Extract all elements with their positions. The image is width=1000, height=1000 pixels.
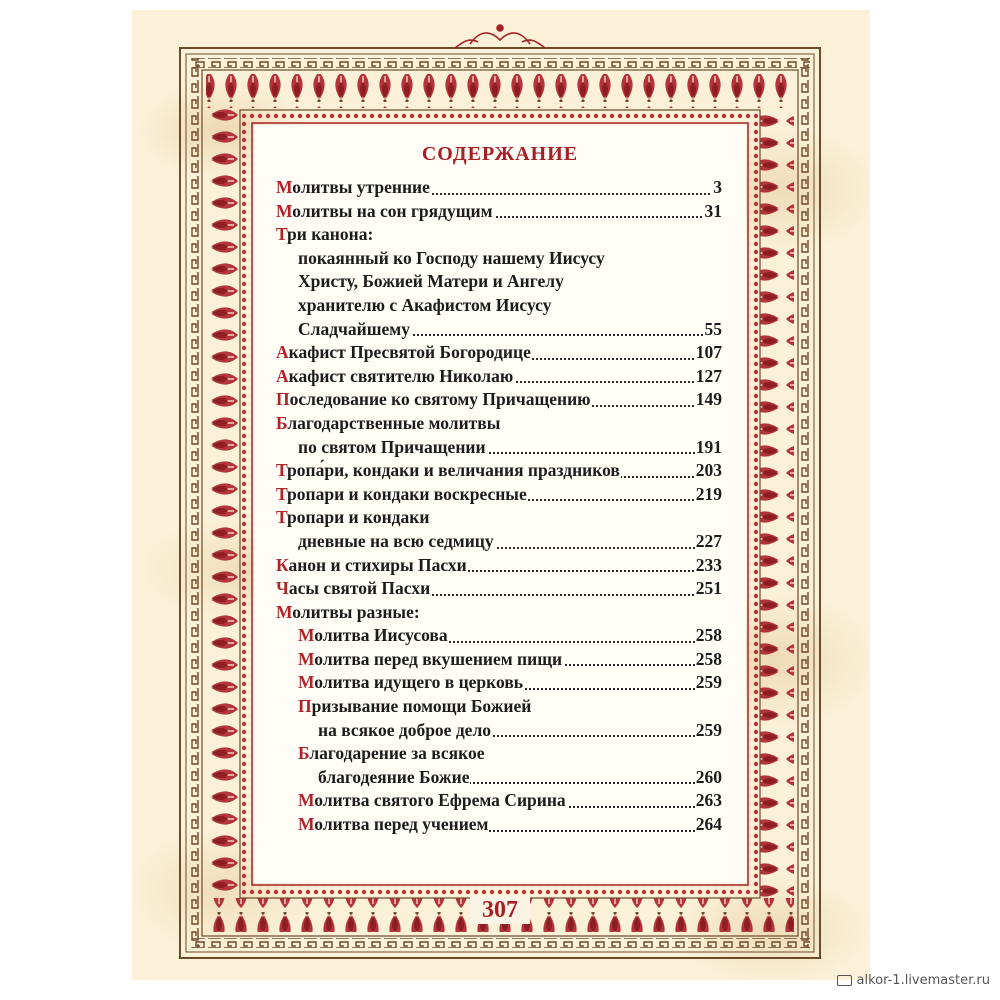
toc-entry-title: [298, 319, 411, 339]
red-initial-letter: Т: [276, 507, 288, 528]
toc-entry-text: на всякое доброе дело: [318, 719, 492, 740]
red-initial-letter: М: [298, 790, 315, 811]
toc-entry-title: [298, 625, 449, 645]
toc-page-number: 263: [695, 789, 722, 813]
toc-entry: [276, 341, 722, 365]
toc-entry-title: [298, 696, 532, 716]
toc-page-number: 107: [695, 341, 722, 365]
toc-entry-text: кафист святителю Николаю: [288, 365, 514, 386]
toc-entry-title: [276, 555, 468, 575]
toc-page-number: 31: [704, 200, 723, 224]
toc-entry-text: оследование ко святому Причащению: [289, 389, 591, 410]
red-initial-letter: Т: [276, 224, 288, 245]
toc-entry-text: олитва святого Ефрема Сирина: [314, 790, 566, 811]
toc-entry: [276, 412, 722, 436]
toc-page-number: 259: [695, 671, 722, 695]
toc-entry-text: ризывание помощи Божией: [311, 696, 532, 717]
toc-entry-text: Христу, Божией Матери и Ангелу: [298, 271, 564, 292]
toc-page-number: 219: [695, 483, 722, 507]
toc-page-number: 259: [695, 719, 722, 743]
toc-entry: [276, 176, 722, 200]
toc-entry: [276, 577, 722, 601]
toc-entry: [276, 742, 722, 766]
toc-entry-title: [298, 743, 486, 763]
toc-entry-title: [276, 484, 528, 504]
page-number: 307: [470, 896, 530, 924]
watermark-text: alkor-1.livemaster.ru: [856, 973, 990, 988]
toc-entry-title: [276, 201, 494, 221]
red-initial-letter: М: [298, 648, 315, 669]
red-initial-letter: М: [276, 177, 293, 197]
toc-page-number: 264: [695, 813, 722, 837]
toc-page-number: 251: [695, 577, 722, 601]
toc-entry-title: [298, 531, 495, 551]
toc-entry-text: благодеяние Божие: [318, 766, 470, 787]
toc-entry: [276, 200, 722, 224]
toc-entry-text: анон и стихиры Пасхи: [288, 554, 467, 575]
toc-entry: [276, 766, 722, 790]
toc-entry-text: ри канона:: [287, 224, 374, 245]
toc-entry-title: [298, 649, 563, 669]
red-initial-letter: М: [298, 672, 315, 693]
red-initial-letter: Т: [276, 460, 288, 481]
toc-entry-text: асы святой Пасхи: [288, 578, 431, 599]
toc-entry-title: [276, 460, 621, 480]
toc-entry-text: хранителю с Акафистом Иисусу: [298, 294, 552, 315]
toc-entry-title: [298, 814, 489, 834]
table-of-contents: [276, 176, 722, 837]
toc-entry-title: [298, 437, 487, 457]
toc-entry-text: олитва идущего в церковь: [314, 672, 524, 693]
toc-entry-text: ропари и кондаки: [287, 507, 430, 528]
toc-entry: [276, 483, 722, 507]
toc-entry-text: кафист Пресвятой Богородице: [288, 342, 531, 363]
toc-entry-text: олитва Иисусова: [314, 625, 448, 646]
toc-page-number: 127: [695, 365, 722, 389]
toc-entry-title: [298, 295, 552, 315]
toc-entry: [276, 318, 722, 342]
red-initial-letter: Т: [276, 483, 288, 504]
red-initial-letter: Б: [276, 412, 288, 433]
toc-entry: [276, 388, 722, 412]
toc-entry: [276, 436, 722, 460]
toc-entry-title: [276, 389, 592, 409]
toc-entry: [276, 459, 722, 483]
toc-entry-title: [276, 602, 421, 622]
toc-entry-title: [276, 578, 431, 598]
toc-entry: [276, 365, 722, 389]
toc-entry-title: [318, 767, 470, 787]
toc-entry-text: лагодарение за всякое: [309, 743, 485, 764]
toc-entry: [276, 813, 722, 837]
toc-entry-text: олитва перед вкушением пищи: [314, 648, 563, 669]
toc-entry-title: [298, 790, 567, 810]
red-initial-letter: А: [276, 342, 289, 363]
toc-entry: [276, 695, 722, 719]
toc-page-number: 227: [695, 530, 722, 554]
toc-entry-text: олитвы утренние: [292, 177, 430, 197]
toc-entry-text: лагодарственные молитвы: [287, 412, 501, 433]
toc-entry: [276, 719, 722, 743]
toc-page-number: 258: [695, 624, 722, 648]
toc-entry-text: олитва перед учением: [314, 814, 489, 835]
toc-entry-title: [318, 720, 492, 740]
toc-entry: [276, 223, 722, 247]
toc-page-number: 258: [695, 648, 722, 672]
toc-entry: [276, 294, 722, 318]
toc-entry-title: [276, 342, 532, 362]
toc-entry-title: [276, 507, 430, 527]
toc-page-number: 55: [704, 318, 723, 342]
toc-entry-text: дневные на всю седмицу: [298, 530, 494, 551]
top-crest-ornament: [455, 25, 545, 48]
toc-page-number: 233: [695, 554, 722, 578]
toc-page-number: 260: [695, 766, 722, 790]
toc-entry-title: [298, 672, 524, 692]
red-initial-letter: М: [276, 200, 293, 221]
toc-entry: [276, 601, 722, 625]
toc-page-number: 203: [695, 459, 722, 483]
toc-entry-text: по святом Причащении: [298, 436, 486, 457]
toc-page-number: 191: [695, 436, 722, 460]
red-initial-letter: М: [298, 814, 315, 835]
red-initial-letter: М: [276, 601, 293, 622]
toc-entry: [276, 671, 722, 695]
toc-entry-text: олитвы разные:: [292, 601, 420, 622]
toc-entry: [276, 506, 722, 530]
toc-entry-text: покаянный ко Господу нашему Иисусу: [298, 247, 605, 268]
watermark: [837, 973, 991, 988]
toc-entry: [276, 247, 722, 271]
toc-entry: [276, 554, 722, 578]
toc-entry: [276, 270, 722, 294]
toc-entry-text: ропа́ри, кондаки и величания праздников: [287, 460, 620, 481]
toc-page-number: 149: [695, 388, 722, 412]
red-initial-letter: М: [298, 625, 315, 646]
red-initial-letter: П: [276, 389, 290, 410]
toc-entry-title: [276, 177, 431, 197]
toc-entry: [276, 530, 722, 554]
red-initial-letter: А: [276, 365, 289, 386]
toc-entry-title: [276, 413, 501, 433]
red-initial-letter: П: [298, 696, 312, 717]
toc-entry: [276, 624, 722, 648]
toc-entry-title: [298, 271, 565, 291]
toc-entry: [276, 648, 722, 672]
toc-entry-title: [276, 366, 514, 386]
toc-entry-text: олитвы на сон грядущим: [292, 200, 493, 221]
camera-icon: [837, 975, 852, 986]
page-title: СОДЕРЖАНИЕ: [421, 143, 579, 165]
toc-entry: [276, 789, 722, 813]
red-initial-letter: Б: [298, 743, 310, 764]
toc-entry-title: [298, 248, 606, 268]
toc-entry-text: Сладчайшему: [298, 318, 410, 339]
toc-entry-title: [276, 224, 374, 244]
toc-page-number: 3: [712, 176, 722, 200]
red-initial-letter: Ч: [276, 578, 289, 599]
red-initial-letter: К: [276, 554, 289, 575]
toc-entry-text: ропари и кондаки воскресные: [287, 483, 527, 504]
